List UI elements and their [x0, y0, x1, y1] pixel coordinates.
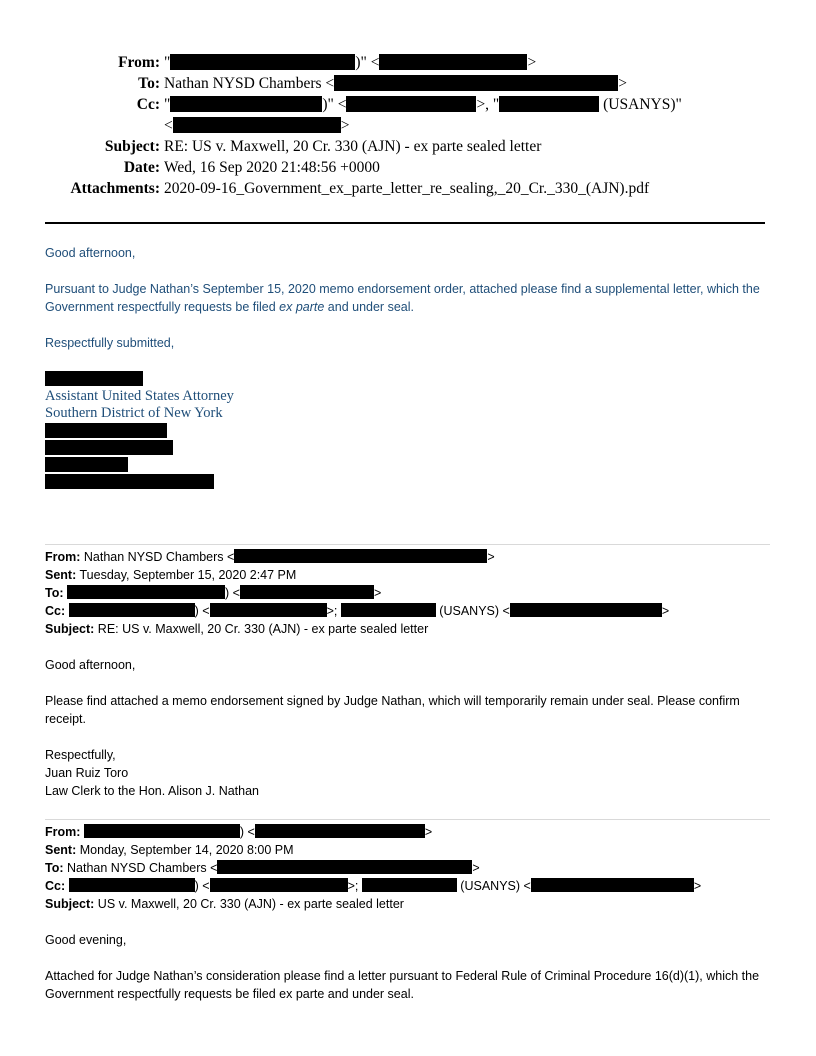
message3-body: Attached for Judge Nathan’s consideration please find a letter pursuant to Federal Rule of Criminal Procedure 16(d)(1), which the Government respectfully requests be filed ex parte and under seal.	[45, 969, 760, 1001]
email-header	[0, 52, 816, 199]
attachment-filename: 2020-09-16_Government_ex_parte_letter_re_sealing,_20_Cr._330_(AJN).pdf	[164, 180, 650, 197]
redaction	[173, 117, 341, 133]
header-from-row	[0, 52, 816, 73]
message3-greeting: Good evening,	[45, 933, 127, 947]
attachments-label: Attachments:	[70, 180, 160, 197]
message3-sent: Sent: Monday, September 14, 2020 8:00 PM	[45, 843, 294, 857]
redaction	[240, 585, 374, 599]
message3-header	[45, 823, 701, 913]
from-label: From:	[118, 54, 160, 71]
redaction	[69, 603, 195, 617]
message2-signer: Juan Ruiz Toro	[45, 766, 129, 780]
to-label: To:	[138, 75, 160, 92]
redaction	[84, 824, 240, 838]
signature-name-redaction	[45, 371, 143, 386]
redaction	[210, 878, 348, 892]
message1-greeting: Good afternoon,	[45, 246, 136, 260]
signature-redaction	[45, 440, 173, 455]
subject-label: Subject:	[104, 138, 160, 155]
header-cc-row-2	[0, 115, 816, 136]
redaction	[210, 603, 327, 617]
redaction	[234, 549, 487, 563]
redaction	[531, 878, 694, 892]
header-subject-row	[0, 136, 816, 157]
redaction	[510, 603, 662, 617]
redaction	[69, 878, 195, 892]
message2-body: Please find attached a memo endorsement signed by Judge Nathan, which will temporarily remain under seal. Please confirm receipt.	[45, 694, 740, 726]
date-value: Wed, 16 Sep 2020 21:48:56 +0000	[164, 159, 380, 176]
to-value: Nathan NYSD Chambers < >	[164, 75, 627, 92]
signature-title: Assistant United States Attorney	[45, 388, 234, 404]
from-value: " )" < >	[164, 54, 537, 71]
redaction	[170, 54, 355, 70]
redaction	[170, 96, 322, 112]
message2-closing: Respectfully,	[45, 748, 116, 762]
header-cc-row	[0, 94, 816, 115]
message2-signer-title: Law Clerk to the Hon. Alison J. Nathan	[45, 784, 260, 798]
cc-value-continued: < >	[164, 117, 350, 134]
message2-subject: Subject: RE: US v. Maxwell, 20 Cr. 330 (AJN) - ex parte sealed letter	[45, 622, 429, 636]
redaction	[346, 96, 476, 112]
message3-from: From: ) < >	[45, 825, 433, 839]
message2-from: From: Nathan NYSD Chambers < >	[45, 550, 495, 564]
message2-divider	[45, 544, 770, 545]
signature-office: Southern District of New York	[45, 405, 223, 421]
header-attachments-row	[0, 178, 816, 199]
signature-redaction	[45, 457, 128, 472]
message2-to: To: ) < >	[45, 586, 382, 600]
signature-redaction	[45, 474, 214, 489]
message3-divider	[45, 819, 770, 820]
redaction	[379, 54, 527, 70]
message2-header	[45, 548, 669, 638]
cc-value: " )" < >, " (USANYS)"	[164, 96, 682, 113]
redaction	[341, 603, 436, 617]
header-divider	[45, 222, 765, 224]
header-to-row	[0, 73, 816, 94]
subject-value: RE: US v. Maxwell, 20 Cr. 330 (AJN) - ex parte sealed letter	[164, 138, 542, 155]
message3-subject: Subject: US v. Maxwell, 20 Cr. 330 (AJN) - ex parte sealed letter	[45, 897, 404, 911]
header-date-row	[0, 157, 816, 178]
redaction	[334, 75, 618, 91]
date-label: Date:	[123, 159, 160, 176]
redaction	[255, 824, 425, 838]
message1-closing: Respectfully submitted,	[45, 336, 175, 350]
redaction	[362, 878, 457, 892]
message2-greeting: Good afternoon,	[45, 658, 136, 672]
message3-cc: Cc: ) < >; (USANYS) < >	[45, 879, 702, 893]
cc-label: Cc:	[136, 96, 160, 113]
message2-cc: Cc: ) < >; (USANYS) < >	[45, 604, 670, 618]
message3-to: To: Nathan NYSD Chambers < >	[45, 861, 480, 875]
signature-redaction	[45, 423, 167, 438]
message1-body: Pursuant to Judge Nathan’s September 15, 2020 memo endorsement order, attached please find a supplemental letter, which the Government respectfully requests be filed ex parte and under seal.	[45, 282, 760, 314]
message2-sent: Sent: Tuesday, September 15, 2020 2:47 PM	[45, 568, 297, 582]
redaction	[67, 585, 225, 599]
redaction	[499, 96, 599, 112]
redaction	[217, 860, 472, 874]
